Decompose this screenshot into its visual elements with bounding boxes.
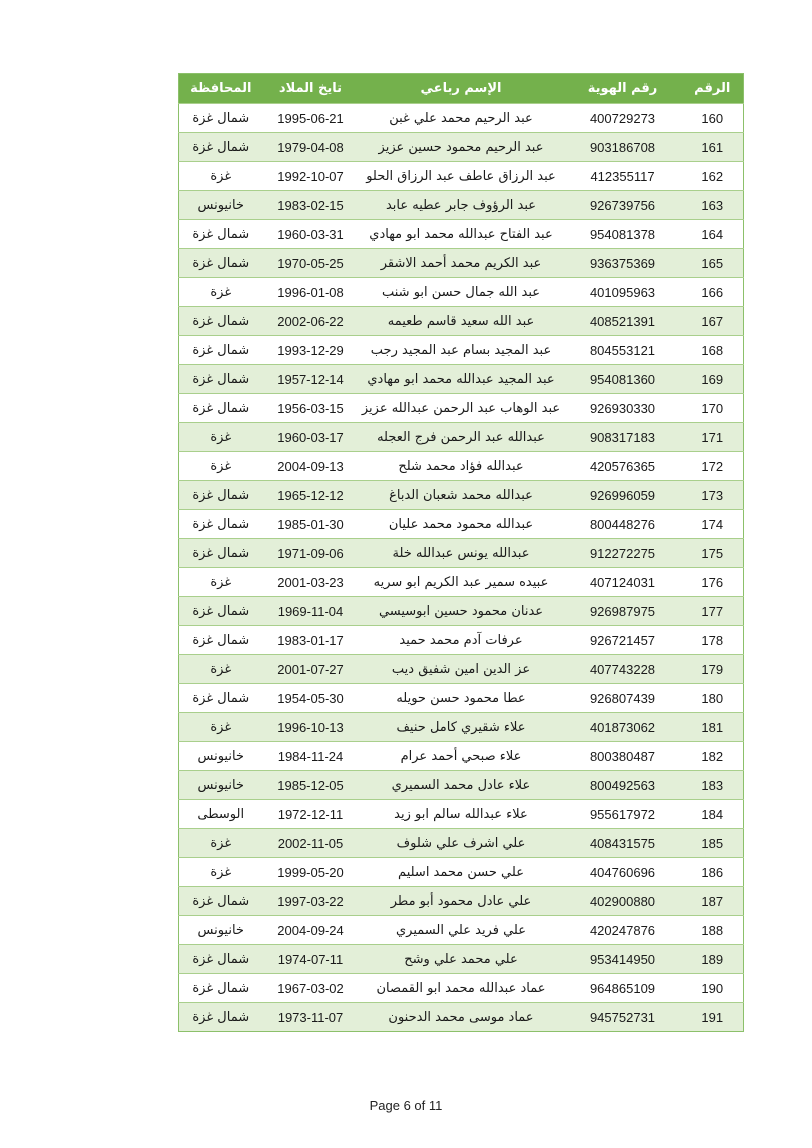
cell-birth-date: 1974-07-11 [277, 951, 344, 967]
cell-name: علي فريد علي السميري [396, 922, 526, 938]
cell-id-number: 800492563 [589, 777, 656, 793]
cell-name: علي محمد علي وشح [404, 951, 518, 967]
table-row [179, 1003, 744, 1032]
cell-name: علي حسن محمد اسليم [398, 864, 524, 880]
cell-governorate: شمال غزة [192, 255, 250, 271]
table-row [179, 278, 744, 307]
cell-governorate: شمال غزة [192, 139, 250, 155]
cell-id-number: 926996059 [589, 487, 656, 503]
cell-name: عبدالله محمود محمد عليان [388, 516, 534, 532]
cell-number: 177 [701, 603, 724, 619]
table-row [179, 452, 744, 481]
table-row [179, 916, 744, 945]
cell-number: 167 [701, 313, 724, 329]
cell-governorate: شمال غزة [192, 951, 250, 967]
cell-id-number: 800380487 [589, 748, 656, 764]
cell-number: 191 [701, 1009, 724, 1025]
cell-name: عبدالله يونس عبدالله خلة [392, 545, 530, 561]
cell-name: عبد الرزاق عاطف عبد الرزاق الحلو [366, 168, 556, 184]
cell-birth-date: 1965-12-12 [277, 487, 344, 503]
cell-governorate: شمال غزة [192, 226, 250, 242]
table-row [179, 133, 744, 162]
table-row [179, 481, 744, 510]
table-row [179, 220, 744, 249]
cell-governorate: شمال غزة [192, 487, 250, 503]
cell-birth-date: 2002-06-22 [277, 313, 344, 329]
cell-number: 160 [701, 110, 724, 126]
cell-governorate: شمال غزة [192, 545, 250, 561]
cell-name: عماد عبدالله محمد ابو القمصان [376, 980, 546, 996]
cell-id-number: 800448276 [589, 516, 656, 532]
cell-number: 174 [701, 516, 724, 532]
cell-id-number: 407124031 [589, 574, 656, 590]
table-row [179, 568, 744, 597]
cell-birth-date: 2002-11-05 [277, 835, 344, 851]
cell-name: علي اشرف علي شلوف [396, 835, 526, 851]
cell-birth-date: 1960-03-31 [277, 226, 344, 242]
header-number: الرقم [682, 74, 744, 104]
cell-number: 164 [701, 226, 724, 242]
table-row [179, 945, 744, 974]
cell-birth-date: 1957-12-14 [277, 371, 344, 387]
cell-governorate: غزة [210, 284, 232, 300]
cell-id-number: 408521391 [589, 313, 656, 329]
cell-name: عبد الرحيم محمود حسين عزيز [378, 139, 544, 155]
cell-birth-date: 1997-03-22 [277, 893, 344, 909]
cell-name: عبد الفتاح عبدالله محمد ابو مهادي [369, 226, 553, 242]
cell-governorate: شمال غزة [192, 110, 250, 126]
cell-governorate: شمال غزة [192, 1009, 250, 1025]
cell-number: 172 [701, 458, 724, 474]
header-id-number: رقم الهوية [564, 74, 682, 104]
cell-governorate: شمال غزة [192, 632, 250, 648]
cell-name: علاء عبدالله سالم ابو زيد [394, 806, 528, 822]
table-row [179, 597, 744, 626]
cell-birth-date: 1995-06-21 [277, 110, 344, 126]
header-birth-date: تايخ الملاد [263, 74, 359, 104]
cell-id-number: 804553121 [589, 342, 656, 358]
cell-governorate: خانيونس [197, 922, 244, 938]
cell-id-number: 954081360 [589, 371, 656, 387]
cell-number: 173 [701, 487, 724, 503]
cell-birth-date: 1985-12-05 [277, 777, 344, 793]
cell-number: 184 [701, 806, 724, 822]
cell-birth-date: 1960-03-17 [277, 429, 344, 445]
cell-id-number: 903186708 [589, 139, 656, 155]
cell-name: عبيده سمير عبد الكريم ابو سريه [373, 574, 549, 590]
cell-number: 178 [701, 632, 724, 648]
cell-id-number: 908317183 [589, 429, 656, 445]
cell-name: عبد المجيد عبدالله محمد ابو مهادي [367, 371, 555, 387]
cell-number: 161 [701, 139, 724, 155]
table-row [179, 771, 744, 800]
cell-birth-date: 1992-10-07 [277, 168, 344, 184]
cell-id-number: 400729273 [589, 110, 656, 126]
cell-birth-date: 1971-09-06 [277, 545, 344, 561]
cell-id-number: 936375369 [589, 255, 656, 271]
table-row [179, 626, 744, 655]
table-body [179, 104, 744, 1032]
cell-id-number: 955617972 [589, 806, 656, 822]
cell-name: علي عادل محمود أبو مطر [390, 893, 532, 909]
table-row [179, 336, 744, 365]
cell-number: 165 [701, 255, 724, 271]
cell-number: 163 [701, 197, 724, 213]
cell-birth-date: 1993-12-29 [277, 342, 344, 358]
cell-birth-date: 2004-09-24 [277, 922, 344, 938]
cell-birth-date: 1999-05-20 [277, 864, 344, 880]
cell-id-number: 926739756 [589, 197, 656, 213]
cell-id-number: 926930330 [589, 400, 656, 416]
cell-governorate: غزة [210, 661, 232, 677]
cell-number: 170 [701, 400, 724, 416]
cell-id-number: 926721457 [589, 632, 656, 648]
header-row [179, 74, 744, 104]
table-row [179, 104, 744, 133]
cell-id-number: 953414950 [589, 951, 656, 967]
cell-id-number: 945752731 [589, 1009, 656, 1025]
cell-governorate: شمال غزة [192, 980, 250, 996]
names-table [178, 73, 744, 1032]
cell-governorate: خانيونس [197, 748, 244, 764]
cell-birth-date: 2004-09-13 [277, 458, 344, 474]
cell-governorate: شمال غزة [192, 690, 250, 706]
cell-birth-date: 1972-12-11 [277, 806, 344, 822]
cell-name: علاء صبحي أحمد عرام [400, 748, 522, 764]
cell-name: عماد موسى محمد الدحنون [388, 1009, 534, 1025]
table-row [179, 887, 744, 916]
cell-id-number: 954081378 [589, 226, 656, 242]
cell-id-number: 420247876 [589, 922, 656, 938]
table-row [179, 191, 744, 220]
table-row [179, 162, 744, 191]
header-name: الإسم رباعي [359, 74, 564, 104]
cell-birth-date: 2001-07-27 [277, 661, 344, 677]
cell-governorate: شمال غزة [192, 400, 250, 416]
cell-birth-date: 1973-11-07 [277, 1009, 344, 1025]
cell-name: عبد الكريم محمد أحمد الاشقر [380, 255, 542, 271]
cell-id-number: 402900880 [589, 893, 656, 909]
cell-governorate: خانيونس [197, 197, 244, 213]
cell-name: عبدالله محمد شعبان الدباغ [389, 487, 533, 503]
cell-governorate: غزة [210, 835, 232, 851]
cell-governorate: شمال غزة [192, 603, 250, 619]
cell-birth-date: 1984-11-24 [277, 748, 344, 764]
cell-number: 187 [701, 893, 724, 909]
table-row [179, 365, 744, 394]
header-governorate: المحافظة [179, 74, 263, 104]
cell-birth-date: 1970-05-25 [277, 255, 344, 271]
cell-number: 179 [701, 661, 724, 677]
table-row [179, 829, 744, 858]
cell-name: عبد الوهاب عبد الرحمن عبدالله عزيز [361, 400, 561, 416]
cell-id-number: 412355117 [590, 168, 655, 184]
table-row [179, 394, 744, 423]
table-row [179, 539, 744, 568]
cell-name: علاء شقيري كامل حنيف [396, 719, 526, 735]
cell-number: 186 [701, 864, 724, 880]
cell-name: عبدالله عبد الرحمن فرج العجله [377, 429, 545, 445]
cell-id-number: 420576365 [589, 458, 656, 474]
cell-birth-date: 1969-11-04 [277, 603, 344, 619]
cell-governorate: شمال غزة [192, 313, 250, 329]
cell-id-number: 401095963 [589, 284, 656, 300]
cell-birth-date: 1956-03-15 [277, 400, 344, 416]
cell-id-number: 404760696 [589, 864, 656, 880]
cell-number: 182 [701, 748, 724, 764]
table-row [179, 713, 744, 742]
cell-governorate: شمال غزة [192, 516, 250, 532]
cell-birth-date: 1967-03-02 [277, 980, 344, 996]
cell-number: 185 [701, 835, 724, 851]
cell-number: 162 [701, 168, 724, 184]
table-row [179, 974, 744, 1003]
cell-id-number: 401873062 [589, 719, 656, 735]
cell-id-number: 964865109 [589, 980, 656, 996]
table-header [179, 74, 744, 104]
cell-name: عدنان محمود حسين ابوسيسي [378, 603, 544, 619]
cell-number: 171 [701, 429, 724, 445]
table-row [179, 249, 744, 278]
cell-name: عبد الرؤوف جابر عطيه عابد [385, 197, 537, 213]
cell-name: عبدالله فؤاد محمد شلح [398, 458, 524, 474]
cell-name: عبد المجيد بسام عبد المجيد رجب [370, 342, 552, 358]
table-row [179, 510, 744, 539]
cell-number: 176 [701, 574, 724, 590]
cell-number: 169 [701, 371, 724, 387]
table-row [179, 858, 744, 887]
cell-number: 180 [701, 690, 724, 706]
cell-governorate: غزة [210, 864, 232, 880]
cell-governorate: شمال غزة [192, 371, 250, 387]
cell-governorate: شمال غزة [192, 342, 250, 358]
cell-birth-date: 1954-05-30 [277, 690, 344, 706]
cell-id-number: 912272275 [589, 545, 656, 561]
cell-id-number: 407743228 [589, 661, 656, 677]
cell-governorate: غزة [210, 458, 232, 474]
cell-number: 189 [701, 951, 724, 967]
cell-governorate: خانيونس [197, 777, 244, 793]
cell-name: عز الدين امين شفيق ديب [391, 661, 531, 677]
cell-name: عبد الله جمال حسن ابو شنب [381, 284, 541, 300]
cell-birth-date: 1985-01-30 [277, 516, 344, 532]
cell-governorate: غزة [210, 168, 232, 184]
cell-governorate: غزة [210, 719, 232, 735]
cell-birth-date: 1996-01-08 [277, 284, 344, 300]
cell-birth-date: 1983-02-15 [277, 197, 344, 213]
cell-governorate: شمال غزة [192, 893, 250, 909]
cell-number: 168 [701, 342, 724, 358]
cell-number: 175 [701, 545, 724, 561]
cell-name: عبد الله سعيد قاسم طعيمه [387, 313, 535, 329]
cell-birth-date: 1979-04-08 [277, 139, 344, 155]
cell-id-number: 926987975 [589, 603, 656, 619]
cell-governorate: الوسطى [197, 806, 245, 822]
cell-name: علاء عادل محمد السميري [391, 777, 531, 793]
cell-number: 190 [701, 980, 724, 996]
cell-id-number: 926807439 [589, 690, 656, 706]
page-number: Page 6 of 11 [369, 1098, 443, 1113]
cell-number: 188 [701, 922, 724, 938]
cell-governorate: غزة [210, 429, 232, 445]
cell-name: عبد الرحيم محمد علي غبن [389, 110, 533, 126]
cell-number: 166 [701, 284, 724, 300]
cell-number: 181 [701, 719, 724, 735]
cell-number: 183 [701, 777, 724, 793]
table-row [179, 742, 744, 771]
cell-governorate: غزة [210, 574, 232, 590]
cell-birth-date: 2001-03-23 [277, 574, 344, 590]
table-row [179, 800, 744, 829]
table-row [179, 307, 744, 336]
cell-name: عطا محمود حسن حويله [396, 690, 526, 706]
table-row [179, 684, 744, 713]
cell-name: عرفات آدم محمد حميد [399, 632, 523, 648]
cell-birth-date: 1996-10-13 [277, 719, 344, 735]
table-row [179, 423, 744, 452]
cell-id-number: 408431575 [589, 835, 656, 851]
table-row [179, 655, 744, 684]
cell-birth-date: 1983-01-17 [277, 632, 344, 648]
